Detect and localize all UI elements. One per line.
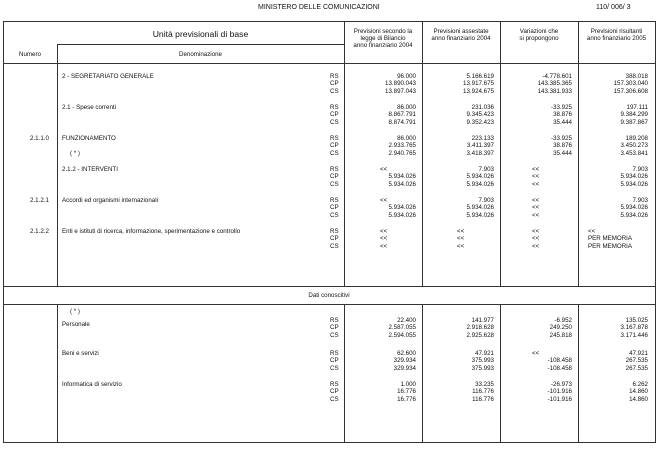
prev-legge-header: Previsioni secondo la legge di Bilancio anno finanziario 2004: [353, 28, 413, 50]
row-number: 2.1.1.0: [30, 135, 49, 142]
prev-assestate-values: 47.921 375.993 375.993: [471, 350, 494, 372]
variazioni-values: << << <<: [532, 166, 540, 188]
prev-risultanti-values: 135.025 3.167.878 3.171.446: [620, 317, 648, 339]
prev-legge-values: <<: [380, 166, 388, 173]
prev-legge-values: 22.400 2.587.055 2.594.055: [388, 317, 416, 339]
row-codes: RS CP CS: [330, 135, 339, 157]
row-codes: RS CP CS: [330, 317, 339, 339]
variazioni-values: -26.973 -101.916 -101.916: [547, 381, 572, 403]
prev-risultanti-values: 6.262 14.860 14.860: [629, 381, 648, 403]
prev-legge-values: 86.000 2.933.765 2.940.765: [388, 135, 416, 157]
page-reference: 110/ 006/ 3: [596, 4, 631, 11]
row-codes: RS CP CS: [330, 104, 339, 126]
numero-header: Numero: [18, 51, 41, 58]
variazioni-values: -6.952 249.250 245.818: [549, 317, 572, 339]
variazioni-values: -33.925 38.876 35.444: [551, 104, 572, 126]
dati-conoscitivi-title: Dati conoscitivi: [308, 292, 350, 299]
variazioni-values: -108.458 -108.458: [547, 357, 572, 372]
prev-risultanti-values: 7.903 5.934.026 5.934.026: [620, 166, 648, 188]
prev-assestate-values: 223.133 3.411.397 3.418.397: [466, 135, 494, 157]
row-codes: RS CP CS: [330, 166, 339, 188]
row-note: ( * ): [70, 150, 80, 157]
variazioni-first: <<: [532, 350, 540, 357]
ministry-title: MINISTERO DELLE COMUNICAZIONI: [258, 4, 380, 11]
prev-assestate-values: 5.166.619 13.917.675 13.924.675: [463, 73, 494, 95]
row-name: Beni e servizi: [62, 350, 99, 357]
row-name: Accordi ed organismi internazionali: [62, 197, 158, 204]
variazioni-values: << << <<: [532, 197, 540, 219]
row-codes: RS CP CS: [330, 228, 339, 250]
prev-risultanti-values: 388.018 157.303.040 157.306.608: [613, 73, 648, 95]
prev-assestate-values: 141.977 2.918.628 2.925.628: [466, 317, 494, 339]
unita-header: Unità previsionali di base: [152, 29, 249, 39]
prev-risultanti-header: Previsioni risultanti anno finanziario 2005: [586, 28, 647, 43]
prev-assestate-header: Previsioni assestate anno finanziario 2004: [431, 28, 491, 43]
row-name: Enti e istituti di ricerca, informazione, sperimentazione e controllo: [62, 228, 241, 235]
prev-legge-values: 5.934.026 5.934.026: [388, 204, 416, 219]
row-number: 2.1.2.2: [30, 228, 49, 235]
row-codes: RS CP CS: [330, 197, 339, 219]
prev-assestate-values: 33.235 116.776 116.776: [472, 381, 494, 403]
row-codes: RS CP CS: [330, 350, 339, 372]
prev-legge-values: 96.000 13.890.043 13.897.043: [385, 73, 416, 95]
row-codes: RS CP CS: [330, 73, 339, 95]
prev-assestate-values: 7.903 5.934.026 5.934.026: [466, 166, 494, 188]
prev-risultanti-values: 47.921 267.535 267.535: [625, 350, 648, 372]
prev-legge-values: 1.000 16.776 16.776: [397, 381, 416, 403]
variazioni-values: -4.778.601 143.385.365 143.381.933: [537, 73, 572, 95]
row-name: 2 - SEGRETARIATO GENERALE: [62, 73, 154, 80]
row-codes: RS CP CS: [330, 381, 339, 403]
variazioni-header: Variazioni che si propongono: [519, 28, 559, 43]
variazioni-values: << << <<: [532, 228, 540, 250]
denominazione-header: Denominazione: [179, 51, 222, 58]
prev-legge-values: 62.600 329.934 329.934: [393, 350, 416, 372]
row-name: 2.1.2 - INTERVENTI: [62, 166, 118, 173]
prev-risultanti-values: 189.208 3.450.273 3.453.841: [620, 135, 648, 157]
row-name: 2.1 - Spese correnti: [62, 104, 116, 111]
prev-legge-values: 5.934.026 5.934.026: [388, 173, 416, 188]
prev-risultanti-values: 7.903 5.934.026 5.934.026: [620, 197, 648, 219]
dati-note: ( * ): [70, 308, 80, 315]
prev-risultanti-values: 197.111 9.384.299 9.387.867: [620, 104, 648, 126]
prev-legge-values: << << <<: [380, 228, 388, 250]
row-number: 2.1.2.1: [30, 197, 49, 204]
prev-legge-values: <<: [380, 197, 388, 204]
row-name: Informatica di servizio: [62, 381, 122, 388]
prev-legge-values: 86.000 8.867.791 8.874.791: [388, 104, 416, 126]
variazioni-values: -33.925 38.876 35.444: [551, 135, 572, 157]
prev-risultanti-values: << PER MEMORIA PER MEMORIA: [588, 228, 633, 250]
row-name: FUNZIONAMENTO: [62, 135, 116, 142]
prev-assestate-values: << << <<: [457, 228, 465, 250]
prev-assestate-values: 231.036 9.345.423 9.352.423: [466, 104, 494, 126]
row-name: Personale: [62, 321, 90, 328]
prev-assestate-values: 7.903 5.934.026 5.934.026: [466, 197, 494, 219]
